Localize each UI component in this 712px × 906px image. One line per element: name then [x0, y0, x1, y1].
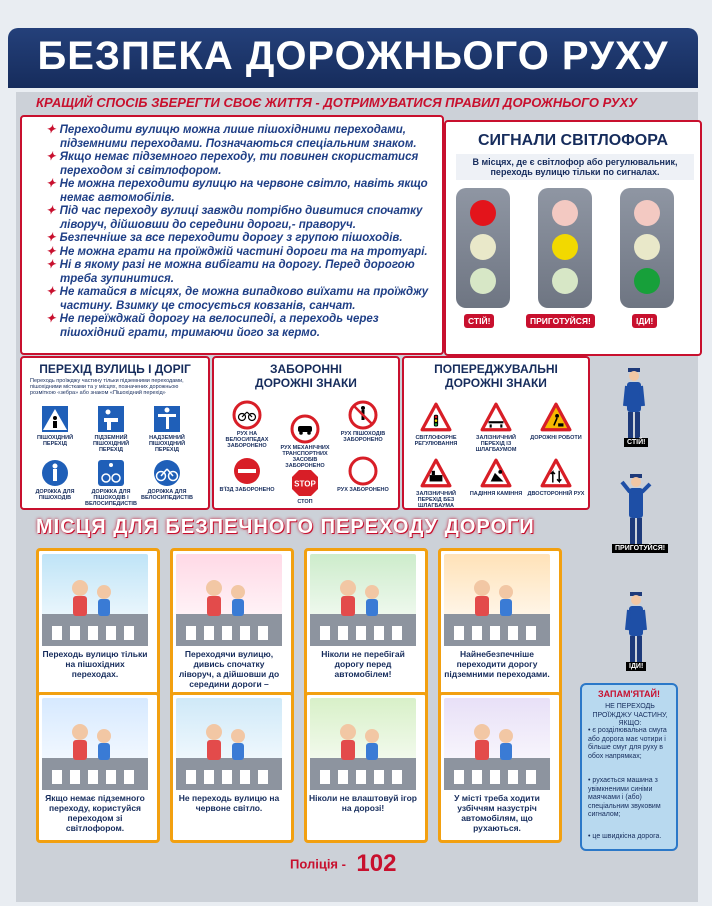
rule-line [60, 219, 356, 232]
card-caption: Ніколи не перебігай дорогу перед автомобілем! [321, 649, 405, 679]
traffic-light-red [456, 188, 510, 308]
yellow-lamp-icon [552, 234, 578, 260]
warning-sign-label: СВІТЛОФОРНЕ РЕГУЛЮВАННЯ [414, 435, 458, 447]
card-illustration [444, 554, 550, 646]
rule-line [46, 178, 428, 191]
warning-sign-label: ЗАЛІЗНИЧНИЙ ПЕРЕХІД ІЗ ШЛАГБАУМОМ [475, 435, 517, 453]
emergency-number: 102 [356, 850, 397, 877]
crossing-sign-icon [152, 458, 182, 488]
rule-line [60, 192, 175, 205]
children-crossing-icon [176, 698, 282, 790]
two-way-traffic-icon [540, 458, 572, 490]
warning-sign-label: ДВОСТОРОННІЙ РУХ [527, 491, 585, 497]
children-crossing-icon [444, 554, 550, 646]
card-caption: Переходь вулицю тільки на пішохідних переходах. [42, 649, 148, 679]
off-lamp-icon [634, 234, 660, 260]
remember-item-3-text: це швидкісна дорога. [592, 833, 662, 840]
forbidden-sign-label: РУХ НА ВЕЛОСИПЕДАХ ЗАБОРОНЕНО [225, 431, 269, 449]
forbidden-sign-label: РУХ МЕХАНІЧНИХ ТРАНСПОРТНИХ ЗАСОБІВ ЗАБОРОНЕНО [280, 445, 330, 469]
forbidden-title-2: ДОРОЖНІ ЗНАКИ [255, 376, 357, 390]
rules-box [20, 115, 444, 355]
off-lamp-icon [552, 200, 578, 226]
police-officer-go-icon [618, 590, 654, 670]
no-traffic-icon [348, 456, 378, 486]
card-illustration [176, 554, 282, 646]
red-lamp-icon [470, 200, 496, 226]
card-illustration [310, 554, 416, 646]
forbidden-sign-label: В'ЇЗД ЗАБОРОНЕНО [219, 487, 275, 493]
header-banner [8, 28, 698, 88]
svg-text:STOP: STOP [294, 479, 316, 489]
warning-sign-label: ДОРОЖНІ РОБОТИ [530, 435, 582, 441]
traffic-light-warning-icon [420, 402, 452, 434]
rule-text: Ні в якому разі не можна вибігати на дорогу. Перед дорогою [59, 259, 415, 271]
rule-text: Безпечніше за все переходити дорогу з групою пішоходів. [59, 232, 403, 244]
rule-line [60, 138, 417, 151]
rule-text: ліворуч, дійшовши до середини дороги,- праворуч. [60, 218, 356, 231]
rule-text: Якщо немає підземного переходу, ти повинен скористатися [59, 151, 419, 163]
remember-intro: НЕ ПЕРЕХОДЬ ПРОЇЖДЖУ ЧАСТИНУ, ЯКЩО: [592, 703, 668, 727]
bullet-icon: ✦ [46, 232, 56, 244]
rule-line [46, 246, 428, 259]
crossing-sign-label: ДОРІЖКА ДЛЯ ПІШОХОДІВ [35, 489, 75, 501]
no-motor-vehicles-icon [290, 414, 320, 444]
signals-description: В місцях, де є світлофор або регулювальник, переходь вулицю тільки по сигналах. [456, 154, 694, 180]
police-officer-ready-icon [618, 472, 654, 552]
railway-gate-icon [480, 402, 512, 434]
remember-item-3: • це швидкісна дорога. [588, 833, 662, 840]
bullet-icon: ✦ [46, 286, 56, 298]
safety-card [438, 692, 562, 843]
rule-text: треба зупинитися. [60, 272, 174, 285]
card-illustration [176, 698, 282, 790]
safety-card [170, 692, 294, 843]
police-label: ІДИ! [626, 662, 646, 671]
police-label: ПРИГОТУЙСЯ! [612, 544, 668, 553]
signal-label-go: ІДИ! [632, 314, 657, 328]
warning-title-1: ПОПЕРЕДЖУВАЛЬНІ [434, 362, 558, 376]
police-officer-stop-icon [616, 366, 652, 446]
rule-text: Не можна переходити вулицю на червоне світло, навіть якщо [59, 178, 428, 190]
card-caption: Найнебезпечніше переходити дорогу підземними переходами. [444, 649, 550, 679]
rule-line [60, 300, 355, 313]
children-crossing-icon [42, 554, 148, 646]
forbidden-sign-label: РУХ ЗАБОРОНЕНО [337, 487, 389, 493]
subtitle: КРАЩИЙ СПОСІБ ЗБЕРЕГТИ СВОЄ ЖИТТЯ - ДОТРИМУВАТИСЯ ПРАВИЛ ДОРОЖНЬОГО РУХУ [36, 95, 638, 110]
footer [290, 850, 396, 878]
page-title: БЕЗПЕКА ДОРОЖНЬОГО РУХУ [37, 34, 669, 78]
remember-item-1: • є розділювальна смуга або дорога має чотири і більше смуг для руху в обох напрямках; [588, 727, 667, 760]
off-lamp-icon [552, 268, 578, 294]
crossing-sign-label: ПІШОХІДНИЙ ПЕРЕХІД [36, 435, 74, 447]
signal-label-ready: ПРИГОТУЙСЯ! [526, 314, 595, 328]
rule-line [46, 232, 403, 245]
rule-line [46, 124, 406, 137]
signals-title: СИГНАЛИ СВІТЛОФОРА [477, 132, 669, 149]
traffic-light-yellow [538, 188, 592, 308]
crossing-sign-label: НАДЗЕМНИЙ ПІШОХІДНИЙ ПЕРЕХІД [148, 435, 186, 453]
children-crossing-icon [310, 554, 416, 646]
off-lamp-icon [470, 268, 496, 294]
crossing-description: Переходь проїжджу частину тільки підземними переходами, пішохідними містками та у місцях, позначених дорожньою розміткою «зебра» або знаком «Пішохідний перехід» [30, 378, 184, 396]
crossing-sign-icon [96, 404, 126, 434]
rule-text: частину. Взимку це стосується ковзанів, санчат. [60, 299, 356, 312]
safety-card [438, 548, 562, 699]
bullet-icon: ✦ [46, 205, 56, 217]
safety-card [304, 692, 428, 843]
card-caption: Якщо немає підземного переходу, користуйся переходом зі світлофором. [45, 793, 145, 833]
bullet-icon: ✦ [46, 151, 56, 163]
crossing-sign-icon [40, 404, 70, 434]
rule-line [46, 286, 428, 299]
safety-card [304, 548, 428, 699]
card-illustration [42, 554, 148, 646]
places-title: МІСЦЯ ДЛЯ БЕЗПЕЧНОГО ПЕРЕХОДУ ДОРОГИ [36, 516, 535, 538]
railway-crossing-icon [420, 458, 452, 490]
off-lamp-icon [470, 234, 496, 260]
stop-sign-icon [290, 468, 320, 498]
card-caption: Не переходь вулицю на червоне світло. [178, 793, 280, 813]
card-caption: Переходячи вулицю, дивись спочатку ліворуч, а дійшовши до середини дороги – [178, 649, 280, 689]
no-entry-icon [232, 456, 262, 486]
crossing-sign-label: ПІДЗЕМНИЙ ПІШОХІДНИЙ ПЕРЕХІД [92, 435, 130, 453]
warning-title-2: ДОРОЖНІ ЗНАКИ [445, 376, 547, 390]
crossing-section [20, 356, 210, 510]
card-caption: Ніколи не влаштовуй ігор на дорозі! [309, 793, 417, 813]
bullet-icon: ✦ [46, 178, 56, 190]
off-lamp-icon [634, 200, 660, 226]
traffic-light-green [620, 188, 674, 308]
bullet-icon: ✦ [46, 259, 56, 271]
rule-text: підземними переходами. Позначаються спеціальним знаком. [60, 137, 417, 150]
police-label: СТІЙ! [624, 438, 648, 447]
children-crossing-icon [310, 698, 416, 790]
bullet-icon: ✦ [46, 124, 56, 136]
rule-line [46, 313, 379, 326]
remember-item-2-text: рухається машина з увімкненими синіми маячками і (або) спеціальним звуковим сигналом; [588, 777, 661, 818]
forbidden-sign-label: РУХ ПІШОХОДІВ ЗАБОРОНЕНО [340, 431, 386, 443]
signals-box [444, 120, 702, 356]
crossing-title: ПЕРЕХІД ВУЛИЦЬ І ДОРІГ [39, 362, 191, 376]
bullet-icon: ✦ [46, 313, 56, 325]
remember-box [580, 683, 678, 851]
forbidden-section [212, 356, 400, 510]
warning-section [402, 356, 590, 510]
rule-text: немає автомобілів. [60, 191, 175, 204]
remember-item-1-text: є розділювальна смуга або дорога має чотири і більше смуг для руху в обох напрямках; [588, 727, 667, 760]
warning-sign-label: ПАДІННЯ КАМІННЯ [469, 491, 523, 497]
road-works-icon [540, 402, 572, 434]
children-crossing-icon [42, 698, 148, 790]
crossing-sign-label: ДОРІЖКА ДЛЯ ПІШОХОДІВ І ВЕЛОСИПЕДИСТІВ [85, 489, 137, 507]
rule-text: Не переїжджай дорогу на велосипеді, а переходь через [59, 313, 379, 325]
safety-card [36, 692, 160, 843]
forbidden-title-1: ЗАБОРОННІ [270, 362, 342, 376]
warning-sign-label: ЗАЛІЗНИЧНИЙ ПЕРЕХІД БЕЗ ШЛАГБАУМА [416, 491, 456, 509]
rule-line [60, 165, 222, 178]
forbidden-sign-label: СТОП [297, 499, 313, 505]
rule-line [46, 205, 422, 218]
no-pedestrians-icon [348, 400, 378, 430]
bullet-icon: ✦ [46, 245, 56, 258]
crossing-sign-icon [40, 458, 70, 488]
rule-text: переходом зі світлофором. [60, 164, 222, 177]
remember-title: ЗАПАМ'ЯТАЙ! [598, 689, 660, 699]
rule-text: Переходити вулицю можна лише пішохідними переходами, [59, 124, 406, 136]
rule-text: Не катайся в місцях, де можна випадково виїхати на проїжджу [59, 286, 429, 298]
children-crossing-icon [176, 554, 282, 646]
crossing-sign-icon [96, 458, 126, 488]
rule-text: Не можна грати на проїжджій частині дороги та на тротуарі. [59, 245, 428, 258]
rule-line [46, 151, 418, 164]
card-caption: У місті треба ходити узбіччям назустріч автомобілям, що рухаються. [454, 793, 540, 833]
remember-item-2: • рухається машина з увімкненими синіми маячками і (або) спеціальним звуковим сигналом; [588, 777, 661, 818]
safety-card [170, 548, 294, 699]
rule-line [46, 259, 415, 272]
rule-line [60, 273, 174, 286]
crossing-sign-icon [152, 404, 182, 434]
rule-line [60, 327, 320, 340]
signal-label-stop: СТІЙ! [464, 314, 494, 328]
rule-text: Під час переходу вулиці завжди потрібно дивитися спочатку [59, 205, 423, 217]
card-illustration [310, 698, 416, 790]
card-illustration [42, 698, 148, 790]
no-bicycle-icon [232, 400, 262, 430]
children-crossing-icon [444, 698, 550, 790]
card-illustration [444, 698, 550, 790]
footer-label: Поліція - [290, 856, 346, 872]
rule-text: пішохідний грати, тримаючи його за кермо. [60, 326, 320, 339]
crossing-sign-label: ДОРІЖКА ДЛЯ ВЕЛОСИПЕДИСТІВ [141, 489, 193, 501]
green-lamp-icon [634, 268, 660, 294]
falling-rocks-icon [480, 458, 512, 490]
safety-card [36, 548, 160, 699]
